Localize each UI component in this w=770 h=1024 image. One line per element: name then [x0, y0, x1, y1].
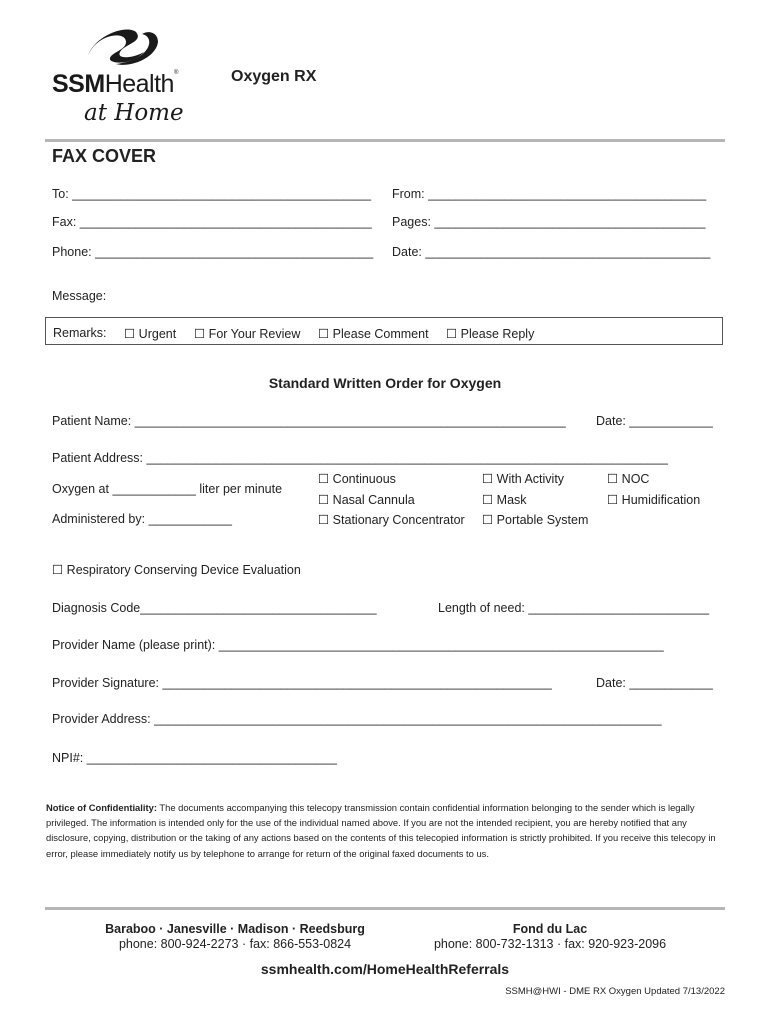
notice-label: Notice of Confidentiality:: [46, 802, 157, 813]
footer-left-phone: phone: 800-924-2273 · fax: 866-553-0824: [118, 937, 352, 951]
provider-signature-field[interactable]: Provider Signature: ________________________________________________________: [52, 676, 552, 690]
please-reply-checkbox[interactable]: ☐ Please Reply: [446, 327, 535, 341]
ssm-swoosh-logo-icon: [86, 28, 160, 68]
updated-note: SSMH@HWI - DME RX Oxygen Updated 7/13/2022: [505, 986, 725, 997]
to-field[interactable]: To: ___________________________________________: [52, 187, 372, 201]
patient-name-field[interactable]: Patient Name: ______________________________________________________________: [52, 414, 566, 428]
footer-right-location: [400, 922, 700, 952]
continuous-checkbox[interactable]: ☐ Continuous: [318, 472, 396, 486]
footer-right-phone: phone: 800-732-1313 · fax: 920-923-2096: [433, 937, 667, 951]
patient-address-field[interactable]: Patient Address: ___________________________________________________________________________: [52, 451, 668, 465]
portable-system-checkbox[interactable]: ☐ Portable System: [482, 513, 589, 527]
footer-right-title: Fond du Lac: [512, 922, 588, 936]
length-of-need-field[interactable]: Length of need: __________________________: [438, 601, 710, 615]
remarks-label: Remarks:: [53, 326, 107, 340]
urgent-checkbox[interactable]: ☐ Urgent: [124, 327, 177, 341]
diagnosis-code-field[interactable]: Diagnosis Code__________________________________: [52, 601, 377, 615]
date-field[interactable]: Date: _________________________________________: [392, 245, 711, 259]
ssm-health-logo: SSMHealth®: [52, 70, 178, 98]
administered-by-field[interactable]: Administered by: ____________: [52, 512, 232, 526]
footer-left-locations: [90, 922, 380, 952]
notice-text: The documents accompanying this telecopy transmission contain confidential information belonging to the sender which is legally privileged. The information is intended only for the use of the individual named above. If you are not the intended recipient, you are hereby notified that any disclosure, copying, distribution or the taking of any actions based on the contents of this telecopied information is strictly prohibited. If you receive this telecopy in error, please immediately notify us by telephone to arrange for return of the original faxed documents to us.: [46, 802, 716, 859]
humidification-checkbox[interactable]: ☐ Humidification: [607, 493, 701, 507]
pages-field[interactable]: Pages: _______________________________________: [392, 215, 706, 229]
npi-field[interactable]: NPI#: ____________________________________: [52, 751, 338, 765]
from-field[interactable]: From: ________________________________________: [392, 187, 707, 201]
footer-divider: [45, 907, 725, 910]
fax-cover-title: FAX COVER: [52, 146, 157, 166]
confidentiality-notice: [46, 800, 722, 861]
provider-date-field[interactable]: Date: ____________: [596, 676, 713, 690]
with-activity-checkbox[interactable]: ☐ With Activity: [482, 472, 565, 486]
provider-address-field[interactable]: Provider Address: _________________________________________________________________________: [52, 712, 662, 726]
order-section-title: Standard Written Order for Oxygen: [268, 375, 502, 391]
respiratory-evaluation-checkbox[interactable]: ☐ Respiratory Conserving Device Evaluation: [52, 563, 301, 577]
footer-left-title: Baraboo · Janesville · Madison · Reedsburg: [105, 922, 365, 936]
oxygen-rate-field[interactable]: Oxygen at ____________ liter per minute: [52, 482, 283, 496]
noc-checkbox[interactable]: ☐ NOC: [607, 472, 650, 486]
header-divider: [45, 139, 725, 142]
fax-field[interactable]: Fax: __________________________________________: [52, 215, 372, 229]
website-link[interactable]: ssmhealth.com/HomeHealthReferrals: [260, 961, 510, 977]
stationary-concentrator-checkbox[interactable]: ☐ Stationary Concentrator: [318, 513, 465, 527]
patient-date-field[interactable]: Date: ____________: [596, 414, 713, 428]
mask-checkbox[interactable]: ☐ Mask: [482, 493, 527, 507]
nasal-cannula-checkbox[interactable]: ☐ Nasal Cannula: [318, 493, 415, 507]
for-your-review-checkbox[interactable]: ☐ For Your Review: [194, 327, 301, 341]
message-label: Message:: [52, 289, 107, 303]
please-comment-checkbox[interactable]: ☐ Please Comment: [318, 327, 429, 341]
at-home-logo-text: at Home: [84, 100, 184, 126]
document-title: Oxygen RX: [231, 68, 317, 85]
provider-name-field[interactable]: Provider Name (please print): ________________________________________________________________: [52, 638, 664, 652]
phone-field[interactable]: Phone: ________________________________________: [52, 245, 374, 259]
